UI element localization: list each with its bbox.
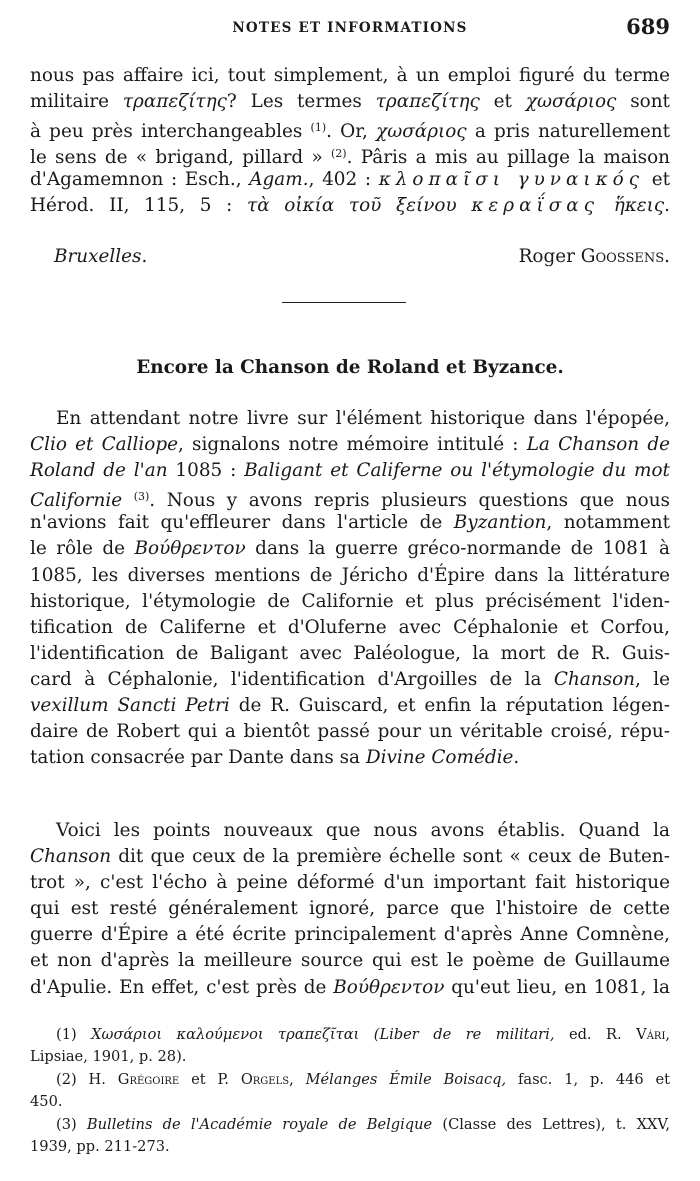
footnote-ref[interactable]: (3) [133, 490, 150, 504]
text-line: card à Céphalonie, l'identification d'Argoilles de la Chanson, le [30, 668, 670, 690]
text-line: Voici les points nouveaux que nous avons établis. Quand la [56, 820, 670, 841]
footnote-3-cont: 1939, pp. 211-273. [30, 1137, 170, 1155]
text-line: le sens de « brigand, pillard » $^{(2)}$. Pâris a mis au pillage la maison [30, 147, 670, 169]
footnote-2: (2) H. Grégoire et P. Orgels, Mélanges Émile Boisacq, fasc. 1, p. 446 et [56, 1070, 671, 1088]
text-line: 1085, les diverses mentions de Jéricho d'Épire dans la littérature [30, 564, 670, 586]
paragraph-continuation [30, 63, 670, 220]
text-line: nous pas affaire ici, tout simplement, à un emploi figuré du terme [30, 65, 670, 86]
signature [30, 246, 670, 276]
text-line: tification de Califerne et d'Oluferne avec Céphalonie et Corfou, [30, 616, 670, 638]
text-line: guerre d'Épire a été écrite principalement d'après Anne Comnène, [30, 924, 670, 946]
text-line: En attendant notre livre sur l'élément historique dans l'épopée, [56, 408, 670, 429]
paragraph-1 [30, 406, 670, 771]
text-line: vexillum Sancti Petri de R. Guiscard, et enfin la réputation légen- [30, 695, 670, 717]
text-line: trot », c'est l'écho à peine déformé d'un important fait historique [30, 872, 670, 894]
text-line: militaire τραπεζίτης? Les termes τραπεζίτης et χωσάριος sont [30, 91, 670, 113]
page-number: 689 [626, 14, 670, 39]
running-head [30, 14, 670, 40]
section-title: Encore la Chanson de Roland et Byzance. [136, 357, 564, 378]
text-line: n'avions fait qu'effleurer dans l'article de Byzantion, notamment [30, 512, 670, 534]
footnotes [30, 1024, 670, 1158]
footnote-3: (3) Bulletins de l'Académie royale de Belgique (Classe des Lettres), t. XXV, [56, 1115, 670, 1133]
text-line: d'Apulie. En effet, c'est près de Βούθρεντον qu'eut lieu, en 1081, la [30, 976, 670, 998]
journal-page [30, 0, 670, 1181]
signature-author: Roger Goossens. [518, 246, 670, 267]
footnote-ref[interactable]: (1) [310, 121, 327, 135]
text-line: historique, l'étymologie de Californie et plus précisément l'iden- [30, 590, 670, 612]
running-title: NOTES ET INFORMATIONS [232, 20, 468, 36]
text-line: Roland de l'an 1085 : Baligant et Califerne ou l'étymologie du mot [30, 460, 670, 482]
paragraph-2 [30, 818, 670, 1001]
text-line: l'identification de Baligant avec Paléologue, la mort de R. Guis- [30, 642, 670, 664]
footnote-ref[interactable]: (2) [331, 147, 347, 161]
section-divider [282, 302, 406, 303]
footnote-1: (1) Χωσάριοι καλούμενοι τραπεζῖται (Liber de re militari, ed. R. Vári, [56, 1026, 671, 1043]
text-line: le rôle de Βούθρεντον dans la guerre gréco-normande de 1081 à [30, 538, 670, 560]
text-line: daire de Robert qui a bientôt passé pour un véritable croisé, répu- [30, 721, 670, 743]
text-line: et non d'après la meilleure source qui est le poème de Guillaume [30, 950, 670, 972]
text-line: tation consacrée par Dante dans sa Divine Comédie. [30, 747, 520, 769]
text-line: Californie $^{(3)}$. Nous y avons repris plusieurs questions que nous [30, 490, 670, 512]
footnote-2-cont: 450. [30, 1093, 63, 1111]
signature-place: Bruxelles. [54, 246, 148, 267]
text-line: qui est resté généralement ignoré, parce que l'histoire de cette [30, 898, 670, 920]
text-line: à peu près interchangeables $^{(1)}$. Or, χωσάριος a pris naturellement [30, 121, 671, 143]
text-line: Hérod. II, 115, 5 : τὰ οἰκία τοῦ ξείνου κεραΐσας ἥκεις. [30, 195, 671, 217]
footnote-1-cont: Lipsiae, 1901, p. 28). [30, 1048, 187, 1066]
text-line: Clio et Calliope, signalons notre mémoire intitulé : La Chanson de [30, 434, 670, 456]
text-line: Chanson dit que ceux de la première échelle sont « ceux de Buten- [30, 846, 670, 868]
text-line: d'Agamemnon : Esch., Agam., 402 : κλοπαῖσι γυναικός et [30, 169, 670, 191]
